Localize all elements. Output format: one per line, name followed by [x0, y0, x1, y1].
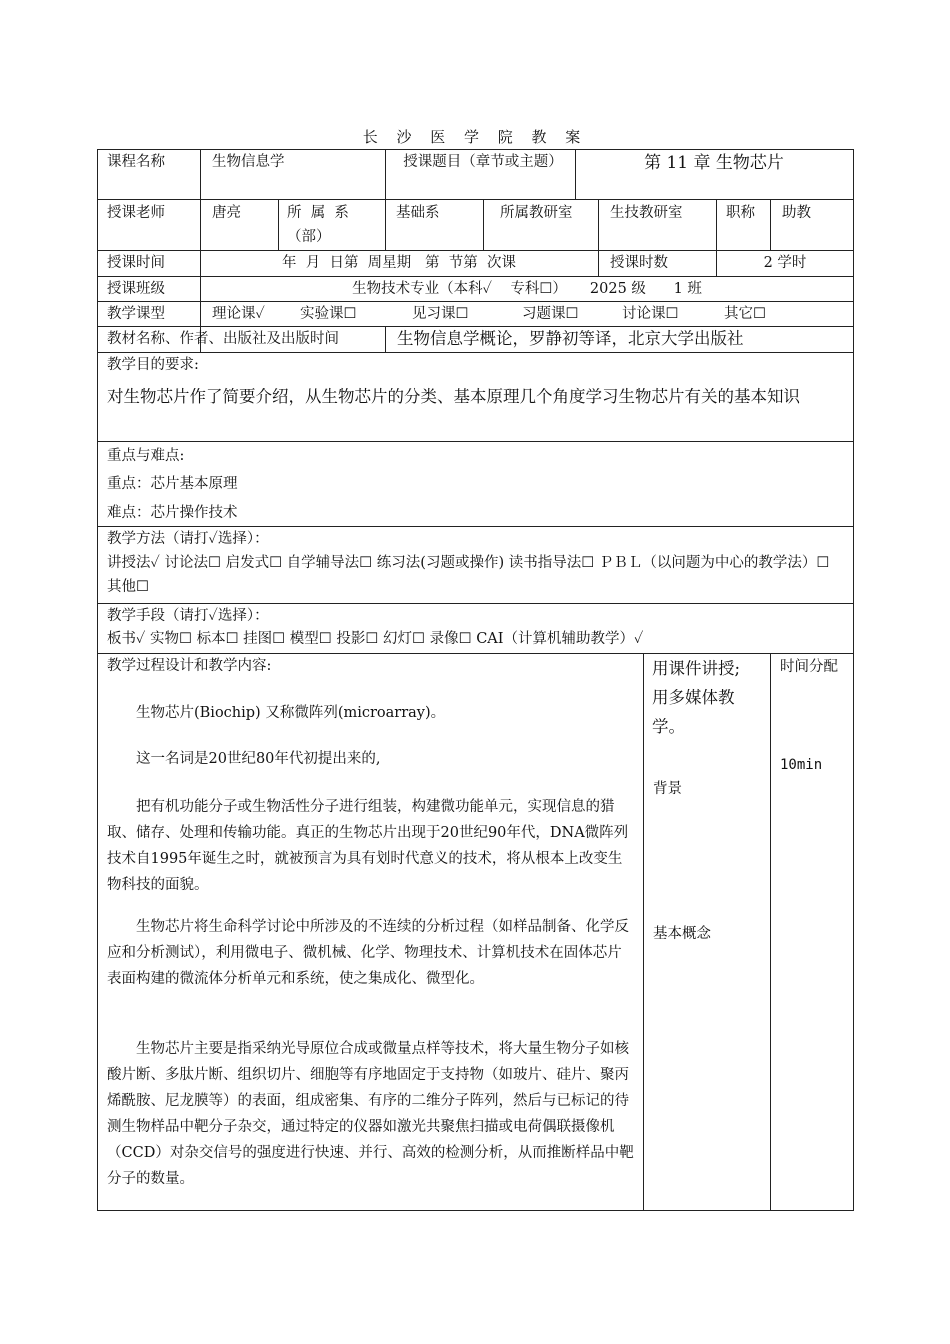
topic-label: 授课题目（章节或主题）	[403, 154, 563, 170]
course-name-label: 课程名称	[107, 154, 165, 170]
process-paragraph: 这一名词是20世纪80年代初提出来的,	[136, 751, 381, 767]
department-label-sub: （部）	[287, 229, 331, 245]
lesson-type-option: 理论课✓	[212, 306, 265, 322]
time-allocation-label: 时间分配	[780, 659, 838, 675]
key-points-label: 重点与难点:	[107, 448, 185, 464]
objectives-label: 教学目的要求:	[107, 357, 199, 373]
textbook-label: 教材名称、作者、出版社及出版时间	[107, 331, 339, 347]
key-point: 重点：芯片基本原理	[107, 476, 238, 492]
hours-value: 2 学时	[763, 255, 807, 271]
time-allocation-value: 10min	[780, 757, 823, 773]
process-paragraph: 把有机功能分子或生物活性分子进行组装，构建微功能单元，实现信息的猎取、储存、处理和传输功能。真正的生物芯片出现于20世纪90年代，DNA微阵列技术自1995年诞生之时，就被预言为具有划时代意义的技术，将从根本上改变生物科技的面貌。	[107, 799, 629, 893]
lesson-type-option: 讨论课☐	[622, 306, 679, 322]
process-paragraph: 生物芯片(Biochip) 又称微阵列(microarray)。	[136, 705, 446, 721]
time-value: 年 月 日第 周星期 第 节第 次课	[282, 255, 516, 271]
teacher-value: 唐亮	[212, 205, 241, 221]
process-paragraph: 生物芯片将生命科学讨论中所涉及的不连续的分析过程（如样品制备、化学反应和分析测试），利用微电子、微机械、化学、物理技术、计算机技术在固体芯片表面构建的微流体分析单元和系统，使之集成化、微型化。	[107, 919, 629, 987]
textbook-value: 生物信息学概论，罗静初等译，北京大学出版社	[397, 329, 744, 348]
class-value: 生物技术专业（本科✓ 专科☐） 2025 级 1 班	[352, 281, 702, 297]
lesson-type-option: 其它☐	[724, 306, 766, 322]
hours-label: 授课时数	[610, 255, 668, 271]
class-label: 授课班级	[107, 281, 165, 297]
department-label: 所 属 系	[287, 205, 349, 221]
means-label: 教学手段（请打✓选择）：	[107, 608, 269, 624]
department-value: 基础系	[396, 205, 440, 221]
lesson-type-option: 见习课☐	[412, 306, 469, 322]
office-label: 所属教研室	[500, 205, 573, 221]
lesson-type-label: 教学课型	[107, 306, 165, 322]
media-note: 用课件讲授; 用多媒体教学。	[652, 659, 741, 736]
time-label: 授课时间	[107, 255, 165, 271]
topic-value: 第 11 章 生物芯片	[644, 153, 784, 173]
process-label: 教学过程设计和教学内容:	[107, 658, 272, 674]
lesson-type-option: 实验课☐	[300, 306, 357, 322]
lesson-type-option: 习题课☐	[522, 306, 579, 322]
methods-text: 讲授法✓ 讨论法☐ 启发式☐ 自学辅导法☐ 练习法(习题或操作) 读书指导法☐ ＰＢＬ（以问题为中心的教学法）☐ 其他☐	[107, 555, 830, 595]
means-text: 板书✓ 实物☐ 标本☐ 挂图☐ 模型☐ 投影☐ 幻灯☐ 录像☐ CAI（计算机辅助教学）✓	[107, 631, 644, 647]
note-background: 背景	[653, 781, 682, 797]
note-concept: 基本概念	[653, 926, 711, 942]
rank-label: 职称	[726, 205, 755, 221]
course-name-value: 生物信息学	[212, 154, 285, 170]
rank-value: 助教	[782, 205, 811, 221]
difficulty: 难点：芯片操作技术	[107, 505, 238, 521]
teacher-label: 授课老师	[107, 205, 165, 221]
objectives-text: 对生物芯片作了简要介绍，从生物芯片的分类、基本原理几个角度学习生物芯片有关的基本知识	[107, 387, 800, 406]
office-value: 生技教研室	[610, 205, 683, 221]
process-paragraph: 生物芯片主要是指采纳光导原位合成或微量点样等技术，将大量生物分子如核酸片断、多肽片断、组织切片、细胞等有序地固定于支持物（如玻片、硅片、聚丙烯酰胺、尼龙膜等）的表面，组成密集、有序的二维分子阵列，然后与已标记的待测生物样品中靶分子杂交，通过特定的仪器如激光共聚焦扫描或电荷偶联摄像机（CCD）对杂交信号的强度进行快速、并行、高效的检测分析，从而推断样品中靶分子的数量。	[107, 1041, 634, 1187]
document-title: 长 沙 医 学 院 教 案	[362, 128, 588, 146]
methods-label: 教学方法（请打✓选择）：	[107, 531, 269, 547]
